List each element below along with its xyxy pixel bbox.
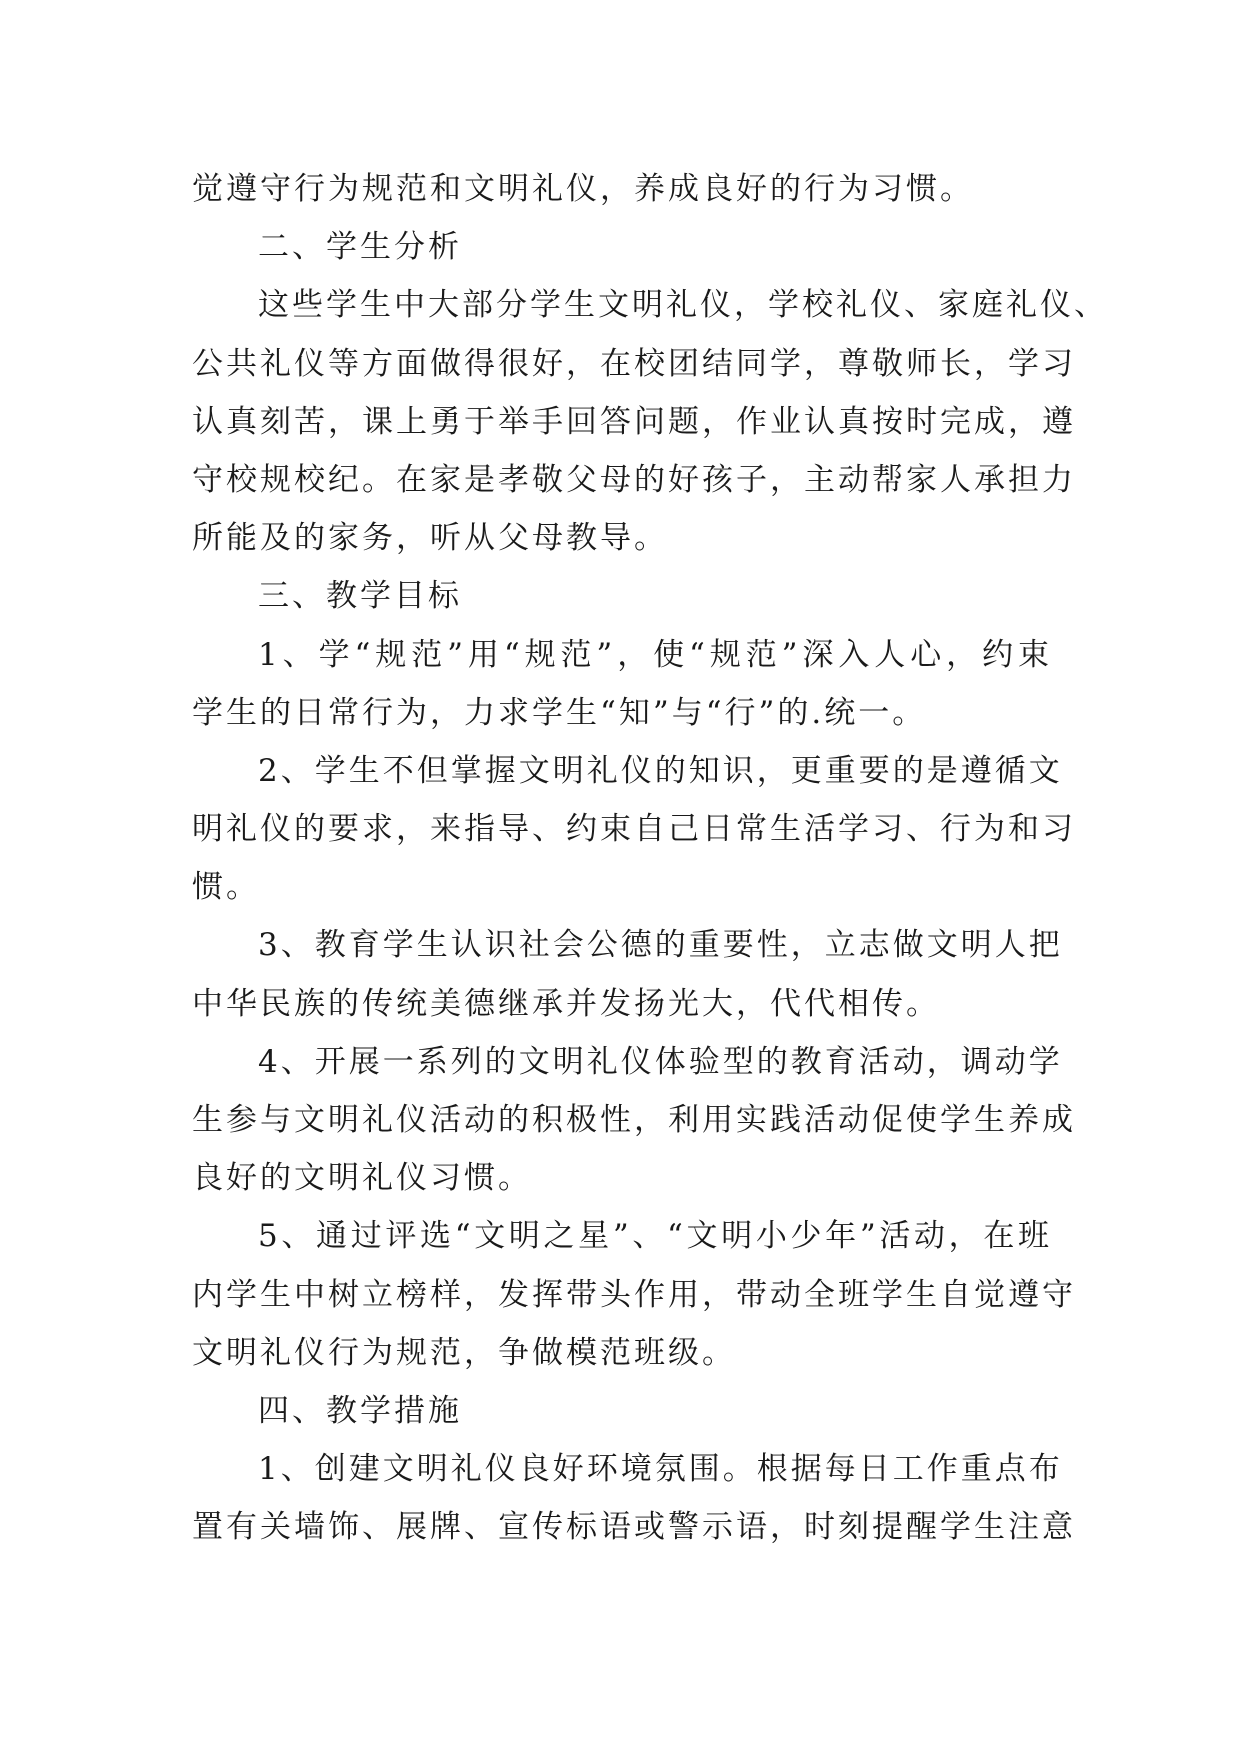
text-line: 2、学生不但掌握文明礼仪的知识，更重要的是遵循文 (258, 752, 1063, 789)
text-line: 明礼仪的要求，来指导、约束自己日常生活学习、行为和习 (192, 811, 1076, 848)
text-line: 中华民族的传统美德继承并发扬光大，代代相传。 (192, 985, 940, 1022)
text-line: 1、创建文明礼仪良好环境氛围。根据每日工作重点布 (258, 1451, 1063, 1488)
text-line: 所能及的家务，听从父母教导。 (192, 520, 668, 557)
text-line: 觉遵守行为规范和文明礼仪，养成良好的行为习惯。 (192, 171, 974, 207)
section-heading: 二、学生分析 (258, 229, 462, 266)
text-line: 文明礼仪行为规范，争做模范班级。 (192, 1334, 736, 1371)
text-line: 公共礼仪等方面做得很好，在校团结同学，尊敬师长，学习 (192, 345, 1076, 382)
section-heading: 三、教学目标 (258, 578, 462, 615)
text-line: 这些学生中大部分学生文明礼仪，学校礼仪、家庭礼仪、 (258, 287, 1108, 324)
text-line: 5、通过评选“文明之星”、“文明小少年”活动，在班 (258, 1218, 1052, 1255)
text-line: 3、教育学生认识社会公德的重要性，立志做文明人把 (258, 927, 1063, 964)
text-line: 4、开展一系列的文明礼仪体验型的教育活动，调动学 (258, 1043, 1063, 1080)
text-line: 守校规校纪。在家是孝敬父母的好孩子，主动帮家人承担力 (192, 461, 1076, 498)
text-line: 内学生中树立榜样，发挥带头作用，带动全班学生自觉遵守 (192, 1276, 1076, 1313)
text-line: 学生的日常行为，力求学生“知”与“行”的.统一。 (192, 694, 927, 731)
text-line: 置有关墙饰、展牌、宣传标语或警示语，时刻提醒学生注意 (192, 1509, 1076, 1546)
text-line: 1、学“规范”用“规范”，使“规范”深入人心，约束 (258, 636, 1052, 673)
text-line: 生参与文明礼仪活动的积极性，利用实践活动促使学生养成 (192, 1102, 1076, 1138)
text-line: 惯。 (192, 869, 260, 906)
document-body (192, 160, 1108, 1557)
section-heading: 四、教学措施 (258, 1392, 462, 1429)
text-line: 良好的文明礼仪习惯。 (192, 1160, 532, 1197)
text-line: 认真刻苦，课上勇于举手回答问题，作业认真按时完成，遵 (192, 403, 1076, 440)
